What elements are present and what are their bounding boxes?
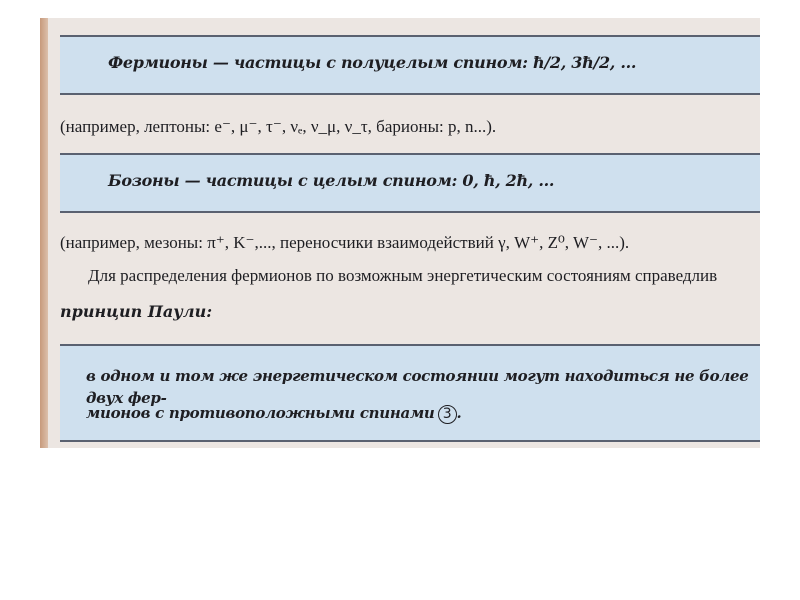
pauli-principle-title: принцип Паули: [60, 302, 213, 321]
bosons-definition: Бозоны — частицы с целым спином: 0, ħ, 2ħ, ... [108, 171, 555, 190]
page-spine-edge [40, 18, 48, 448]
leptons-examples: (например, лептоны: e⁻, μ⁻, τ⁻, νₑ, ν_μ, ν_τ, барионы: p, n...). [60, 117, 497, 136]
pauli-statement-line-1: в одном и том же энергетическом состоянии могут находиться не более двух фер- [86, 367, 749, 407]
bosons-definition-box [60, 153, 760, 213]
pauli-statement-line-2: мионов с противоположными спинами [86, 404, 435, 422]
fermions-definition-box [60, 35, 760, 95]
circled-number-three: 3 [438, 405, 457, 424]
sentence-period: . [456, 404, 462, 422]
pauli-intro-line-1: Для распределения фермионов по возможным энергетическим состояниям справедлив [88, 266, 718, 285]
fermions-definition: Фермионы — частицы с полуцелым спином: ħ/2, 3ħ/2, ... [108, 53, 637, 72]
mesons-examples: (например, мезоны: π⁺, K⁻,..., переносчики взаимодействий γ, W⁺, Z⁰, W⁻, ...). [60, 233, 630, 252]
textbook-page-scan [40, 18, 760, 448]
pauli-statement-box [60, 344, 760, 442]
pauli-statement-line-2-wrap [86, 402, 461, 424]
